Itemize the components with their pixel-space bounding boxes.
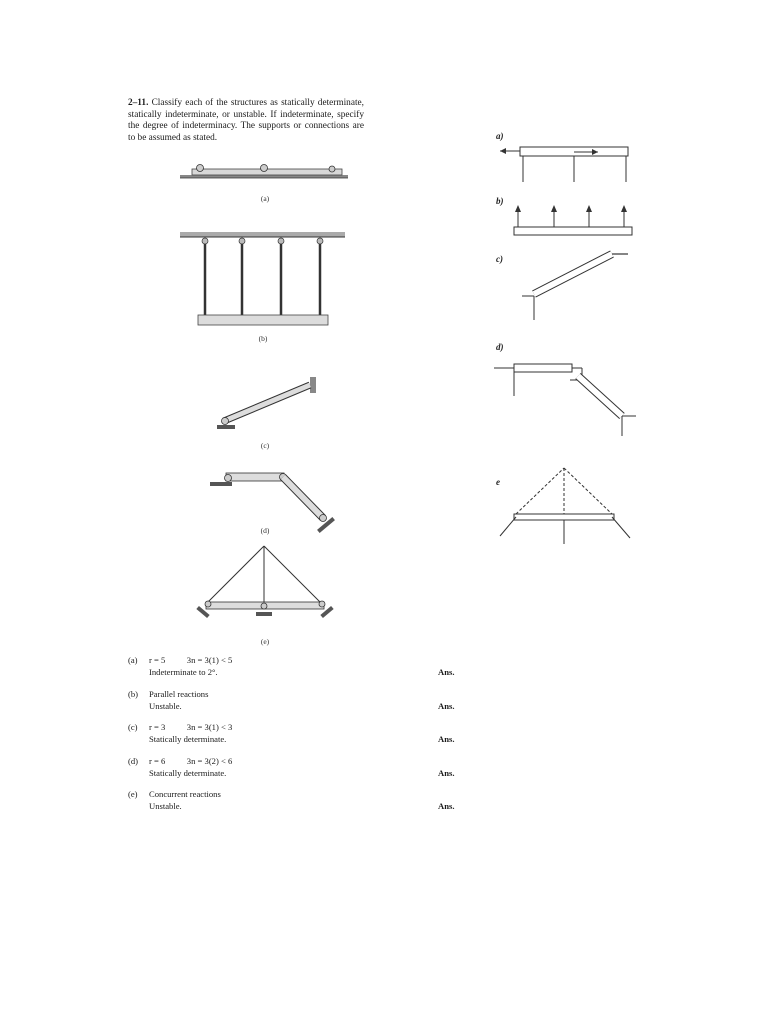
answer-row: [128, 756, 468, 777]
fbd-label-c: c): [496, 254, 503, 264]
answer-line2: Unstable.: [149, 801, 182, 811]
answer-row: [128, 689, 468, 710]
answer-row: [128, 722, 468, 743]
answer-ans: Ans.: [438, 734, 455, 744]
figure-e: [192, 538, 352, 624]
answer-ans: Ans.: [438, 801, 455, 811]
figure-a: [180, 160, 360, 182]
figure-c: [212, 375, 322, 431]
answer-line2: Indeterminate to 2°.: [149, 667, 218, 677]
answer-line1: Parallel reactions: [149, 688, 209, 699]
fbd-c: [520, 248, 635, 320]
problem-statement: [128, 98, 364, 144]
answer-label: (a): [128, 655, 138, 665]
answers-block: [128, 655, 468, 823]
fbd-e: [496, 464, 641, 544]
answer-line1: r = 3 3n = 3(1) < 3: [149, 722, 233, 732]
answer-ans: Ans.: [438, 700, 455, 711]
fbd-d: [494, 358, 639, 438]
fbd-a: [496, 140, 636, 184]
answer-label: (c): [128, 722, 138, 732]
answer-line1: Concurrent reactions: [149, 789, 221, 799]
answer-label: (d): [128, 755, 139, 766]
caption-e: (e): [260, 637, 270, 646]
answer-row: [128, 789, 468, 810]
caption-c: (c): [260, 441, 270, 450]
answer-line1: r = 6 3n = 3(2) < 6: [149, 755, 233, 766]
problem-number: 2–11.: [128, 98, 149, 108]
answer-line1: r = 5 3n = 3(1) < 5: [149, 655, 233, 665]
fbd-label-b: b): [496, 196, 504, 206]
fbd-label-a: a): [496, 131, 504, 141]
caption-d: (d): [260, 526, 270, 535]
answer-ans: Ans.: [438, 767, 455, 778]
answer-label: (b): [128, 688, 139, 699]
answer-label: (e): [128, 789, 138, 799]
answer-line2: Statically determinate.: [149, 767, 227, 778]
caption-a: (a): [260, 194, 270, 203]
fbd-label-e: e: [496, 477, 500, 487]
caption-b: (b): [258, 334, 268, 343]
fbd-label-d: d): [496, 342, 504, 352]
answer-line2: Unstable.: [149, 700, 182, 711]
problem-text: Classify each of the structures as statically determinate, statically indeterminate, or unstable. If indeterminate, specify the degree of indeterminacy. The supports or connections are to be assumed as stated.: [128, 98, 364, 143]
fbd-b: [508, 200, 638, 238]
answer-ans: Ans.: [438, 667, 455, 677]
figure-b: [180, 232, 350, 328]
answer-row: [128, 655, 468, 676]
answer-line2: Statically determinate.: [149, 734, 227, 744]
